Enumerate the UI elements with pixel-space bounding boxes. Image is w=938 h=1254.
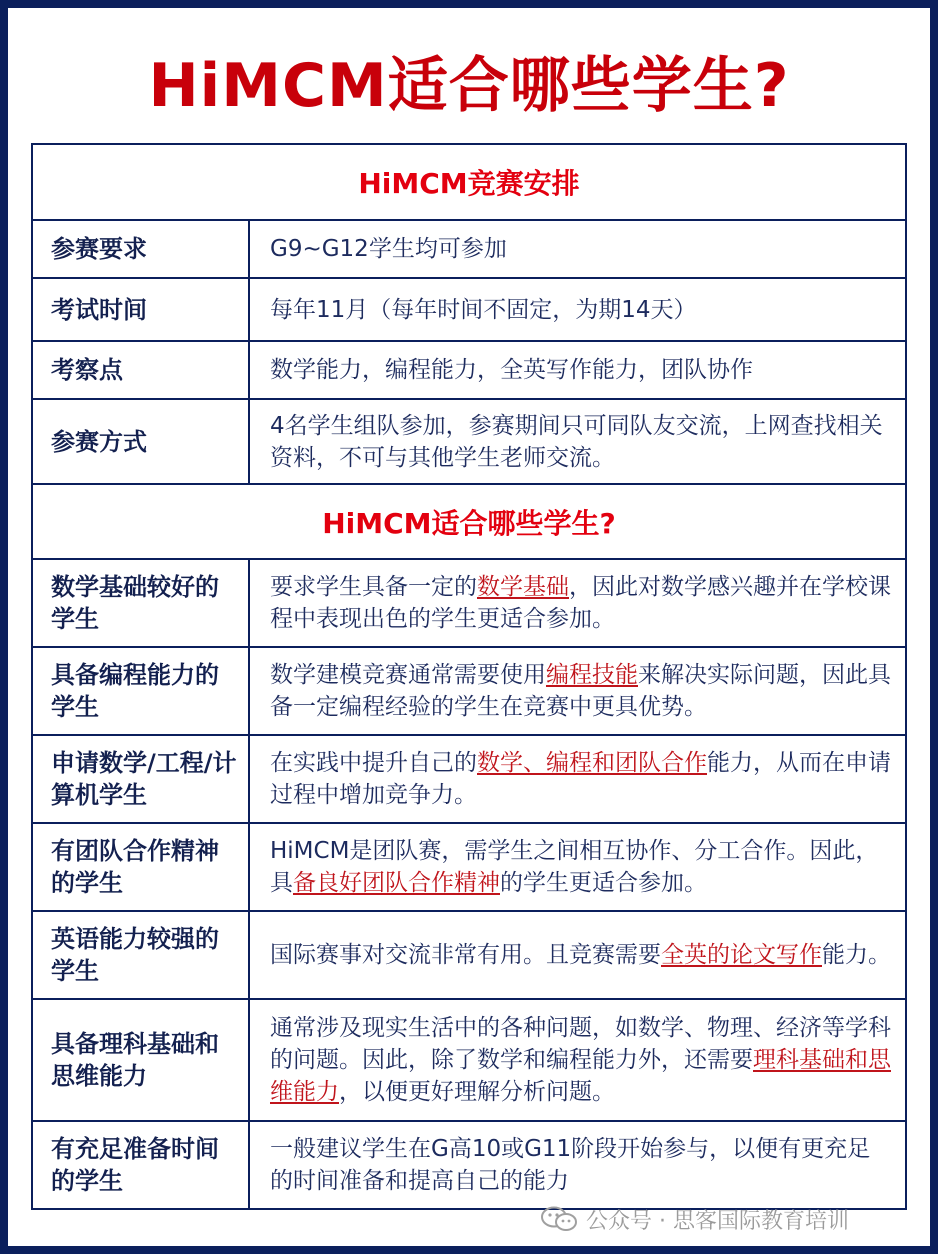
table-row [32, 999, 906, 1121]
highlight-text: 全英的论文写作 [661, 942, 822, 968]
row-value: 在实践中提升自己的数学、编程和团队合作能力，从而在申请过程中增加竞争力。 [249, 735, 906, 823]
watermark-text: 公众号 · 思客国际教育培训 [586, 1208, 849, 1234]
section-heading: HiMCM适合哪些学生? [32, 484, 906, 559]
row-label: 英语能力较强的学生 [32, 911, 249, 999]
row-value: 4名学生组队参加，参赛期间只可同队友交流，上网查找相关资料，不可与其他学生老师交流。 [249, 399, 906, 484]
wechat-icon [540, 1206, 578, 1232]
row-label: 具备理科基础和思维能力 [32, 999, 249, 1121]
table-row [32, 911, 906, 999]
row-value: 一般建议学生在G高10或G11阶段开始参与，以便有更充足的时间准备和提高自己的能力 [249, 1121, 906, 1209]
highlight-text: 数学、编程和团队合作 [477, 750, 707, 776]
row-value: G9~G12学生均可参加 [249, 220, 906, 278]
row-value: 要求学生具备一定的数学基础，因此对数学感兴趣并在学校课程中表现出色的学生更适合参加。 [249, 559, 906, 647]
row-label: 数学基础较好的学生 [32, 559, 249, 647]
row-value: HiMCM是团队赛，需学生之间相互协作、分工合作。因此，具备良好团队合作精神的学生更适合参加。 [249, 823, 906, 911]
row-label: 有充足准备时间的学生 [32, 1121, 249, 1209]
highlight-text: 数学基础 [477, 574, 569, 600]
table-row [32, 735, 906, 823]
table-row [32, 647, 906, 735]
highlight-text: 备良好团队合作精神 [293, 870, 500, 896]
row-value: 数学建模竞赛通常需要使用编程技能来解决实际问题，因此具备一定编程经验的学生在竞赛中更具优势。 [249, 647, 906, 735]
highlight-text: 理科基础和思维能力 [270, 1047, 891, 1105]
table-row [32, 1121, 906, 1209]
row-label: 考察点 [32, 341, 249, 399]
row-label: 具备编程能力的学生 [32, 647, 249, 735]
table-row [32, 399, 906, 484]
row-label: 参赛方式 [32, 399, 249, 484]
highlight-text: 编程技能 [546, 662, 638, 688]
page-title: HiMCM适合哪些学生? [148, 51, 790, 121]
table-row [32, 341, 906, 399]
row-label: 考试时间 [32, 278, 249, 341]
row-value: 数学能力，编程能力，全英写作能力，团队协作 [249, 341, 906, 399]
table-row [32, 278, 906, 341]
section-header-schedule [32, 144, 906, 220]
row-label: 参赛要求 [32, 220, 249, 278]
row-label: 申请数学/工程/计算机学生 [32, 735, 249, 823]
row-value: 通常涉及现实生活中的各种问题，如数学、物理、经济等学科的问题。因此，除了数学和编程能力外，还需要理科基础和思维能力，以便更好理解分析问题。 [249, 999, 906, 1121]
row-value: 每年11月（每年时间不固定，为期14天） [249, 278, 906, 341]
section-heading: HiMCM竞赛安排 [32, 144, 906, 220]
row-label: 有团队合作精神的学生 [32, 823, 249, 911]
section-header-suitable [32, 484, 906, 559]
row-value: 国际赛事对交流非常有用。且竞赛需要全英的论文写作能力。 [249, 911, 906, 999]
info-table [31, 143, 907, 1210]
table-row [32, 823, 906, 911]
watermark [540, 1201, 849, 1237]
table-row [32, 220, 906, 278]
table-row [32, 559, 906, 647]
